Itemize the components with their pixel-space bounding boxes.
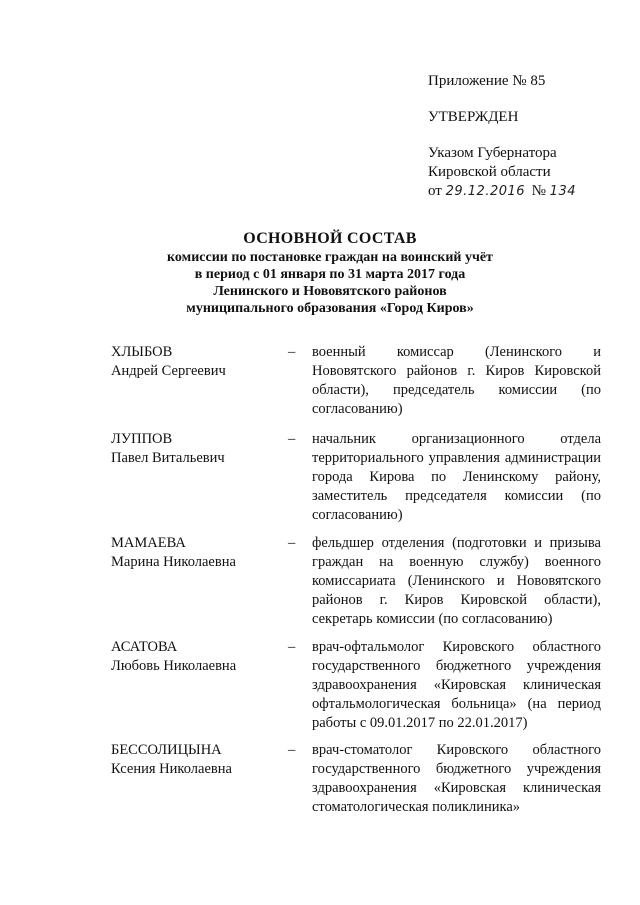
member-name: [111, 638, 281, 676]
member-dash: –: [288, 344, 296, 360]
handwritten-date: 29.12.2016: [445, 184, 526, 199]
member-surname: МАМАЕВА: [111, 535, 186, 551]
member-given-name: Любовь Николаевна: [111, 658, 237, 674]
member-given-name: Марина Николаевна: [111, 554, 236, 570]
member-surname: АСАТОВА: [111, 639, 178, 655]
member-dash: –: [288, 742, 296, 758]
member-dash: –: [288, 431, 296, 447]
member-role: начальник организационного отдела территориального управления администрации города Кирова по Ленинскому району, заместитель председателя комиссии (по согласованию): [312, 431, 601, 523]
title-main: ОСНОВНОЙ СОСТАВ: [243, 230, 417, 247]
member-role: врач-стоматолог Кировского областного государственного бюджетного учреждения здравоохранения «Кировская клиническая стоматологическая поликлиника»: [312, 742, 601, 815]
member-given-name: Андрей Сергеевич: [111, 363, 226, 379]
member-role: фельдшер отделения (подготовки и призыва граждан на военную службу) военного комиссариата (Ленинского и Нововятского районов г. Киров Кировской области), секретарь комиссии (по согласованию): [312, 535, 601, 627]
title-line-3: Ленинского и Нововятского районов: [213, 284, 447, 299]
title-line-1: комиссии по постановке граждан на воинский учёт: [167, 250, 493, 265]
member-entry: [111, 741, 611, 831]
decree-date-line: [428, 182, 628, 201]
number-sign: №: [531, 183, 546, 199]
member-given-name: Ксения Николаевна: [111, 761, 232, 777]
member-name: [111, 534, 281, 572]
date-prefix: от: [428, 183, 442, 199]
member-given-name: Павел Витальевич: [111, 450, 225, 466]
member-name: [111, 741, 281, 779]
member-entry: [111, 534, 611, 634]
member-name: [111, 430, 281, 468]
member-dash: –: [288, 639, 296, 655]
decree-line-1: Указом Губернатора: [428, 145, 557, 161]
title-line-2: в период с 01 января по 31 марта 2017 года: [194, 267, 466, 282]
member-dash: –: [288, 535, 296, 551]
title-line-4: муниципального образования «Город Киров»: [186, 301, 474, 316]
member-entry: [111, 430, 611, 530]
member-surname: ХЛЫБОВ: [111, 344, 173, 360]
member-role: врач-офтальмолог Кировского областного государственного бюджетного учреждения здравоохранения «Кировская клиническая офтальмологическая больница» (на период работы с 09.01.2017 по 22.01.2017): [312, 639, 601, 731]
approved-label: УТВЕРЖДЕН: [428, 109, 519, 125]
decree-line-2: Кировской области: [428, 164, 551, 180]
document-title: [120, 229, 540, 317]
member-surname: ЛУППОВ: [111, 431, 173, 447]
member-role: военный комиссар (Ленинского и Нововятского районов г. Киров Кировской области), председатель комиссии (по согласованию): [312, 344, 601, 417]
member-entry: [111, 638, 611, 738]
member-surname: БЕССОЛИЦЫНА: [111, 742, 222, 758]
member-name: [111, 343, 281, 381]
member-entry: [111, 343, 611, 423]
annex-number: Приложение № 85: [428, 73, 546, 89]
handwritten-number: 134: [549, 184, 576, 199]
approval-block: [428, 72, 628, 201]
